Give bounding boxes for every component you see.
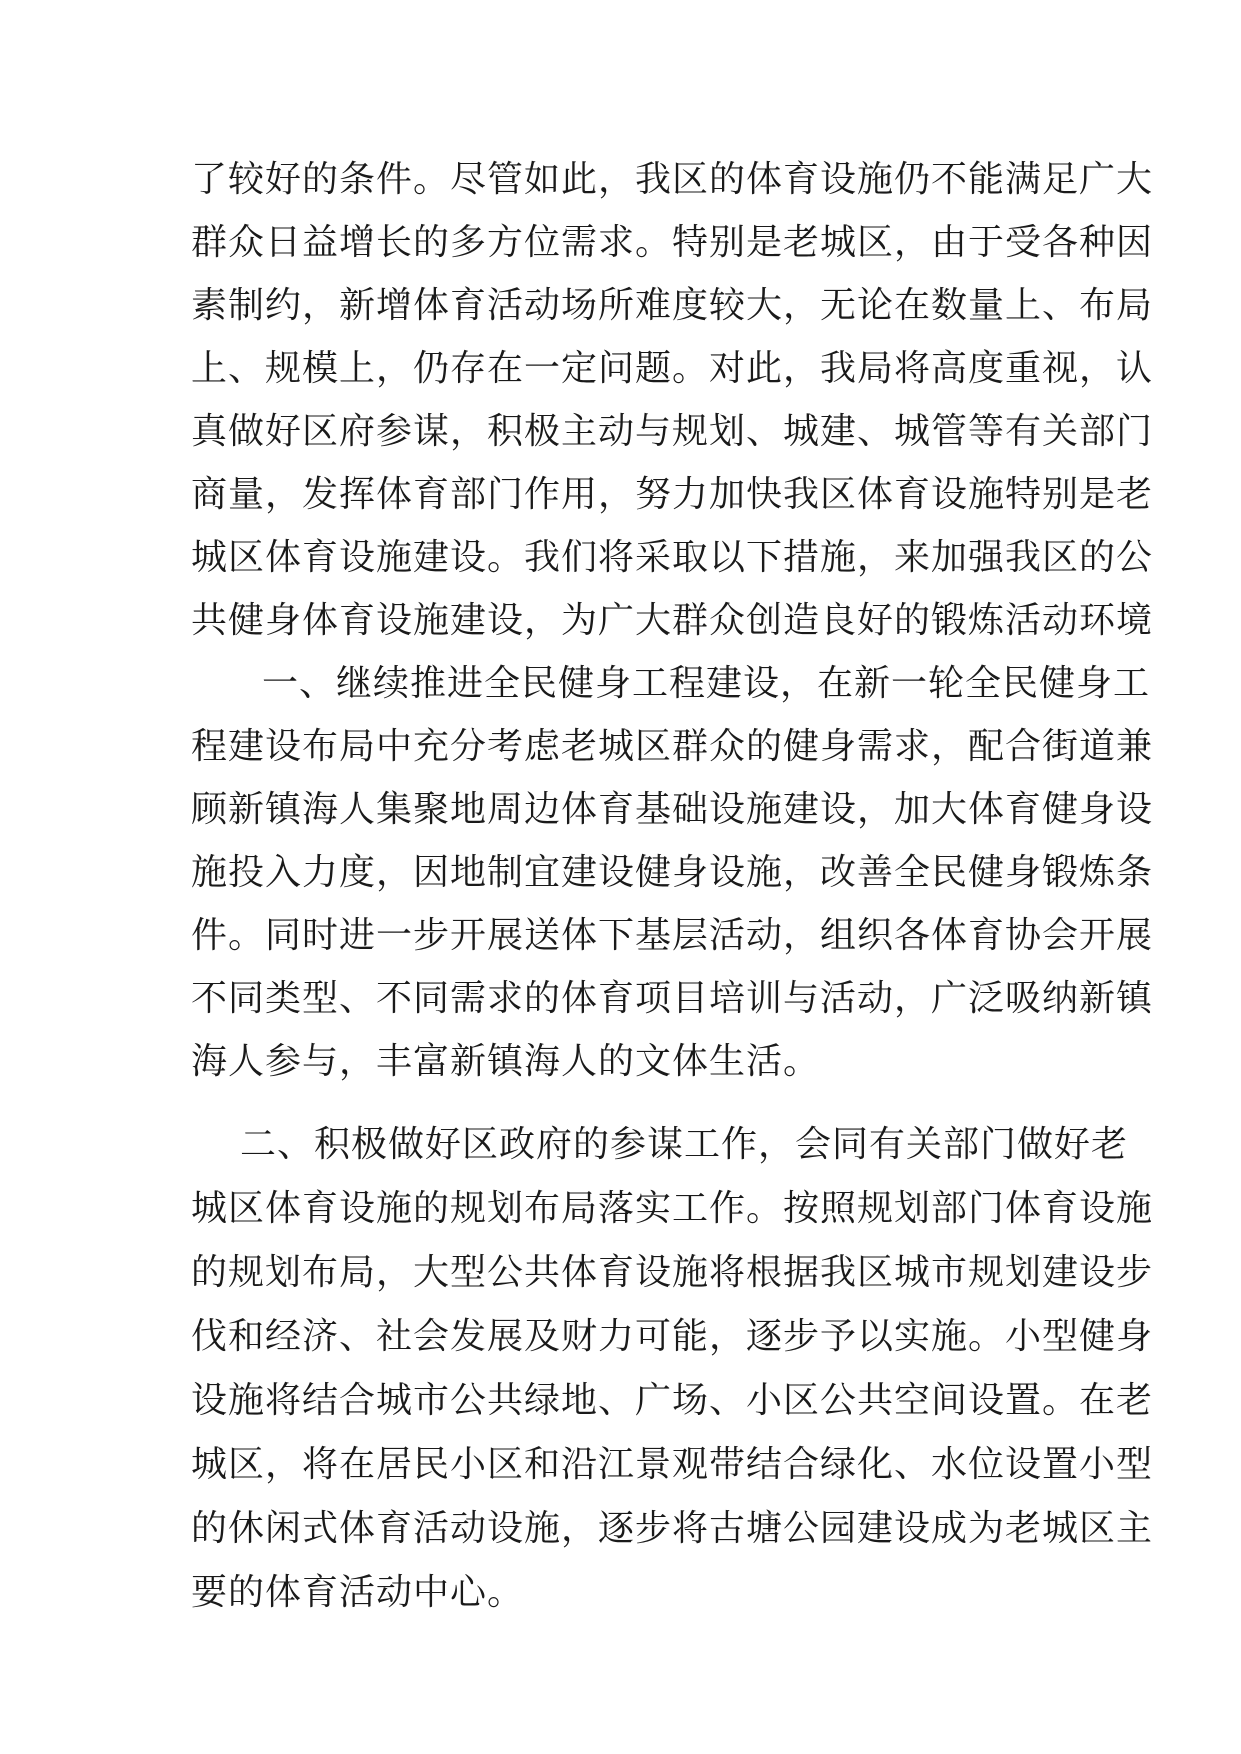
paragraph-3-line-3: 的规划布局，大型公共体育设施将根据我区城市规划建设步 <box>191 1252 1154 1293</box>
paragraph-1-line-3: 素制约，新增体育活动场所难度较大，无论在数量上、布局 <box>191 285 1154 326</box>
paragraph-2-line-5: 件。同时进一步开展送体下基层活动，组织各体育协会开展 <box>191 915 1154 956</box>
paragraph-2-line-2: 程建设布局中充分考虑老城区群众的健身需求，配合街道兼 <box>191 726 1154 767</box>
paragraph-1-line-1: 了较好的条件。尽管如此，我区的体育设施仍不能满足广大 <box>191 159 1154 200</box>
paragraph-1-line-2: 群众日益增长的多方位需求。特别是老城区，由于受各种因 <box>191 222 1154 263</box>
paragraph-2-line-3: 顾新镇海人集聚地周边体育基础设施建设，加大体育健身设 <box>191 789 1154 830</box>
paragraph-3-line-8: 要的体育活动中心。 <box>191 1572 525 1613</box>
paragraph-3-line-5: 设施将结合城市公共绿地、广场、小区公共空间设置。在老 <box>191 1380 1154 1421</box>
paragraph-3-line-2: 城区体育设施的规划布局落实工作。按照规划部门体育设施 <box>191 1188 1154 1229</box>
paragraph-1-line-8: 共健身体育设施建设，为广大群众创造良好的锻炼活动环境 <box>191 600 1154 641</box>
paragraph-1-line-6: 商量，发挥体育部门作用，努力加快我区体育设施特别是老 <box>191 474 1154 515</box>
paragraph-1-line-7: 城区体育设施建设。我们将采取以下措施，来加强我区的公 <box>191 537 1154 578</box>
paragraph-3-line-4: 伐和经济、社会发展及财力可能，逐步予以实施。小型健身 <box>191 1316 1154 1357</box>
paragraph-2-line-1: 一、继续推进全民健身工程建设，在新一轮全民健身工 <box>262 663 1151 704</box>
paragraph-3-line-1: 二、积极做好区政府的参谋工作，会同有关部门做好老 <box>240 1124 1129 1165</box>
paragraph-2-line-7: 海人参与，丰富新镇海人的文体生活。 <box>191 1041 821 1082</box>
paragraph-3-line-6: 城区，将在居民小区和沿江景观带结合绿化、水位设置小型 <box>191 1444 1154 1485</box>
paragraph-2-line-6: 不同类型、不同需求的体育项目培训与活动，广泛吸纳新镇 <box>191 978 1154 1019</box>
paragraph-1-line-4: 上、规模上，仍存在一定问题。对此，我局将高度重视，认 <box>191 348 1154 389</box>
paragraph-2-line-4: 施投入力度，因地制宜建设健身设施，改善全民健身锻炼条 <box>191 852 1154 893</box>
paragraph-1-line-5: 真做好区府参谋，积极主动与规划、城建、城管等有关部门 <box>191 411 1154 452</box>
paragraph-3-line-7: 的休闲式体育活动设施，逐步将古塘公园建设成为老城区主 <box>191 1508 1154 1549</box>
